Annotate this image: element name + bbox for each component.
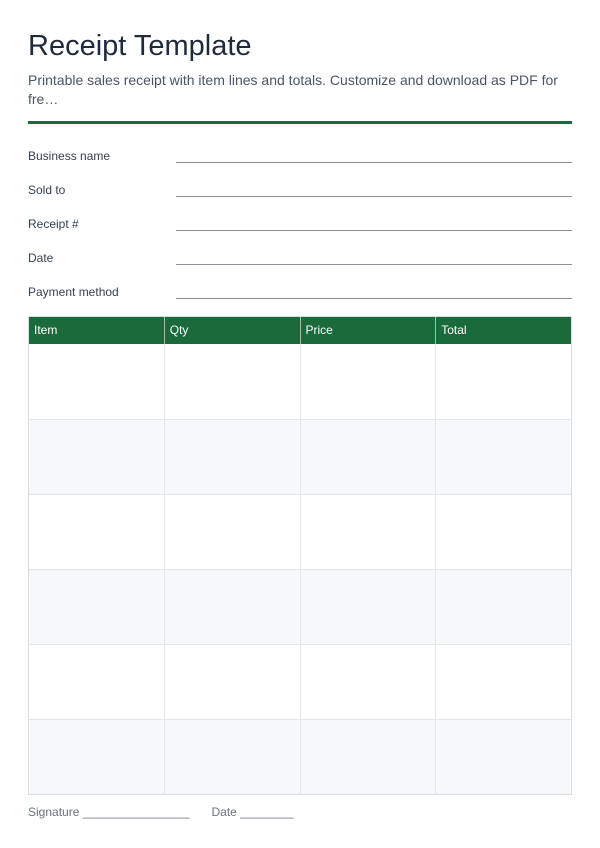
receipt-number-line[interactable] [176, 230, 572, 231]
field-receipt-number [28, 212, 572, 246]
table-cell[interactable] [29, 344, 165, 419]
field-payment-method [28, 280, 572, 314]
field-label: Sold to [28, 183, 66, 197]
field-label: Receipt # [28, 217, 79, 231]
table-cell[interactable] [436, 570, 571, 644]
field-label: Date [28, 251, 54, 265]
footer-date-line: Date ________ [211, 805, 294, 819]
column-header-qty: Qty [165, 317, 301, 344]
date-line[interactable] [176, 264, 572, 265]
table-cell[interactable] [301, 420, 437, 494]
table-cell[interactable] [29, 645, 165, 719]
table-cell[interactable] [29, 420, 165, 494]
table-cell[interactable] [29, 720, 165, 794]
table-row [29, 494, 571, 569]
page-subtitle: Printable sales receipt with item lines and totals. Customize and download as PDF for fre… [28, 72, 558, 107]
table-row [29, 644, 571, 719]
business-name-line[interactable] [176, 162, 572, 163]
table-cell[interactable] [165, 570, 301, 644]
table-row [29, 569, 571, 644]
items-table [28, 316, 572, 795]
table-row [29, 344, 571, 419]
table-cell[interactable] [436, 495, 571, 569]
field-label: Business name [28, 149, 111, 163]
table-cell[interactable] [29, 570, 165, 644]
header-divider [28, 121, 572, 124]
table-cell[interactable] [436, 344, 571, 419]
table-cell[interactable] [165, 495, 301, 569]
receipt-fields [28, 144, 572, 314]
table-row [29, 719, 571, 794]
table-cell[interactable] [436, 420, 571, 494]
column-header-price: Price [301, 317, 437, 344]
table-cell[interactable] [301, 344, 437, 419]
field-date [28, 246, 572, 280]
table-cell[interactable] [301, 570, 437, 644]
field-label: Payment method [28, 285, 119, 299]
table-body [29, 344, 571, 794]
table-cell[interactable] [29, 495, 165, 569]
table-cell[interactable] [301, 645, 437, 719]
table-cell[interactable] [165, 720, 301, 794]
signature-line: Signature ________________ [28, 805, 190, 819]
sold-to-line[interactable] [176, 196, 572, 197]
table-cell[interactable] [165, 344, 301, 419]
table-cell[interactable] [436, 645, 571, 719]
table-cell[interactable] [436, 720, 571, 794]
table-header [29, 317, 571, 344]
payment-method-line[interactable] [176, 298, 572, 299]
table-cell[interactable] [165, 645, 301, 719]
table-cell[interactable] [165, 420, 301, 494]
table-row [29, 419, 571, 494]
signature-footer [28, 805, 294, 819]
column-header-item: Item [29, 317, 165, 344]
column-header-total: Total [441, 323, 467, 337]
page-title: Receipt Template [28, 30, 252, 62]
field-business-name [28, 144, 572, 178]
table-cell[interactable] [301, 495, 437, 569]
table-cell[interactable] [301, 720, 437, 794]
field-sold-to [28, 178, 572, 212]
